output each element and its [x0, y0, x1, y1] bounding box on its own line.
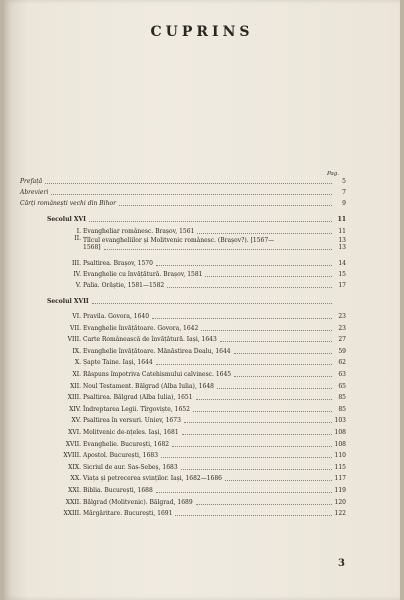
- toc-row: [20, 188, 346, 196]
- toc-row: [47, 227, 346, 235]
- toc-row: [47, 324, 346, 332]
- entry-number: XXI.: [68, 487, 81, 494]
- toc-row: [47, 259, 346, 267]
- toc-page-number: 11: [337, 216, 346, 223]
- toc-entry-text: Abrevieri: [20, 189, 49, 196]
- entry-number: XV.: [71, 417, 81, 425]
- toc-entry-text: 1568]: [83, 244, 101, 251]
- entry-number: IX.: [72, 347, 81, 355]
- toc-page-number: 63: [338, 371, 346, 378]
- toc-row: [20, 177, 346, 185]
- toc-row: [47, 463, 346, 471]
- toc-page-number: 108: [334, 440, 346, 448]
- toc-page-number: 11: [338, 228, 346, 235]
- toc-row: [47, 312, 346, 320]
- toc-row: [47, 393, 346, 401]
- toc-entry-text: Palia. Orăștie, 1581—1582: [83, 282, 165, 289]
- toc-page-number: 110: [334, 452, 346, 460]
- toc-page-number: 122: [334, 510, 346, 518]
- toc-row: [47, 382, 346, 390]
- toc-entry-text: Molitvenic de-nțeles. Iași, 1681: [83, 429, 179, 436]
- toc-entry-text: Bălgrad (Molitvenic). Bălgrad, 1689: [83, 498, 193, 506]
- entry-number: XXII.: [65, 498, 81, 506]
- section-heading: [47, 297, 346, 305]
- toc-row: [47, 416, 346, 424]
- entry-number: X.: [74, 359, 81, 367]
- section-title: Secolul XVII: [47, 298, 89, 305]
- entry-number: XX.: [70, 475, 81, 483]
- toc-row: [47, 498, 346, 506]
- toc-row: [47, 281, 346, 289]
- toc-entry-text: Noul Testament. Bălgrad (Alba Iulia), 1648: [83, 382, 214, 390]
- toc-page-number: 5: [342, 178, 346, 185]
- toc-row: [20, 199, 346, 207]
- toc-row: [47, 405, 346, 413]
- entry-number: XVI.: [68, 429, 81, 436]
- toc-entry-text: Psaltirea. Bălgrad (Alba Iulia), 1651: [83, 394, 193, 402]
- entry-number: VII.: [70, 324, 81, 332]
- toc-page-number: 85: [338, 394, 346, 402]
- toc-entry-text: Îndreptarea Legii. Tîrgoviște, 1652: [83, 405, 190, 413]
- toc-page-number: 108: [334, 429, 346, 436]
- toc-row: [47, 428, 346, 436]
- toc-page-number: 115: [334, 463, 346, 471]
- toc-page-number: 14: [338, 260, 346, 267]
- toc-page-number: 117: [334, 475, 346, 483]
- entry-number: XVIII.: [63, 452, 81, 460]
- toc-page-number: 23: [338, 324, 346, 332]
- toc-entry-text: Psaltirea. Brașov, 1570: [83, 260, 153, 267]
- toc-entry-text: Viața și petrecerea svinților. Iași, 1682—1686: [83, 475, 222, 483]
- toc-entry-text: Carte Românească de învățătură. Iași, 1643: [83, 336, 217, 344]
- toc-row: [47, 486, 346, 494]
- toc-page-number: 119: [334, 487, 346, 494]
- toc-page-number: 9: [342, 200, 346, 207]
- entry-number: VI.: [72, 313, 81, 320]
- toc-row: [47, 440, 346, 448]
- toc-entry-text: Cărți românești vechi din Bihor: [20, 200, 116, 207]
- entry-number: XIV.: [69, 405, 81, 413]
- toc-page-number: 13: [338, 244, 346, 251]
- toc-entry-text: Sicriul de aur. Sas-Sebeș, 1683: [83, 463, 178, 471]
- toc-page-number: 103: [334, 417, 346, 425]
- toc-page-number: 13: [338, 237, 346, 244]
- entry-number: IV.: [73, 271, 81, 278]
- toc-entry-text: Răspuns împotriva Catehismului calvinesc. 1645: [83, 371, 232, 378]
- entry-number: VIII.: [67, 336, 81, 344]
- toc-row: [47, 347, 346, 355]
- toc-page-number: 23: [338, 313, 346, 320]
- entry-number: XXIII.: [63, 510, 81, 518]
- section-heading: [47, 215, 346, 223]
- entry-number: XVII.: [65, 440, 81, 448]
- toc-entry-text: Apostol. București, 1683: [83, 452, 159, 460]
- toc-entry-text: Prefață: [20, 178, 43, 185]
- toc-row: [47, 270, 346, 278]
- toc-entry-text: Biblia. București, 1688: [83, 487, 153, 494]
- entry-number: III.: [71, 260, 81, 267]
- toc-entry-text: Psaltirea în versuri. Uniev, 1673: [83, 417, 181, 425]
- toc-entry-text: Șapte Taine. Iași, 1644: [83, 359, 153, 367]
- toc-row: [47, 335, 346, 343]
- toc-page-number: 15: [338, 271, 346, 278]
- toc-page-number: 17: [338, 282, 346, 289]
- toc-entry-text: Evangheliar românesc. Brașov, 1561: [83, 228, 195, 235]
- toc-entry-text: Pravila. Govora, 1640: [83, 313, 150, 320]
- toc-row: [47, 451, 346, 459]
- toc-page-number: 62: [338, 359, 346, 367]
- toc-page-number: 7: [342, 189, 346, 196]
- toc-row: [47, 474, 346, 482]
- toc-page-number: 120: [334, 498, 346, 506]
- toc-entry-text: Evanghelie învățătoare. Mănăstirea Dealu, 1644: [83, 347, 231, 355]
- toc-entry-text: Evanghelie învățătoare. Govora, 1642: [83, 324, 199, 332]
- entry-number: XIII.: [67, 394, 81, 402]
- toc-page-number: 65: [338, 382, 346, 390]
- entry-number: XIX.: [68, 463, 81, 471]
- toc-row: [47, 370, 346, 378]
- toc-entry-text: Mărgăritare. București, 1691: [83, 510, 173, 518]
- entry-number: XII.: [70, 382, 81, 390]
- entry-number: XI.: [72, 371, 81, 378]
- toc-entry-text: Tîlcul evangheliilor și Molitvenic românesc. (Brașov?). [1567—: [83, 237, 275, 244]
- toc-page-number: 59: [338, 347, 346, 355]
- toc-row: [47, 358, 346, 366]
- toc-entry-text: Evanghelie cu învățătură. Brașov, 1581: [83, 271, 203, 278]
- toc-row: [47, 509, 346, 517]
- section-title: Secolul XVI: [47, 216, 86, 223]
- page-title: CUPRINS: [150, 24, 254, 40]
- page-number: 3: [338, 558, 345, 569]
- toc-row: [47, 235, 346, 251]
- toc-page-number: 85: [338, 405, 346, 413]
- entry-number: V.: [75, 282, 81, 289]
- toc-page-number: 27: [338, 336, 346, 344]
- toc-entry-text: Evanghelie. București, 1682: [83, 440, 170, 448]
- entry-number: I.: [76, 228, 81, 235]
- entry-number: II.: [74, 235, 81, 242]
- page-column-label: Pag.: [327, 171, 340, 177]
